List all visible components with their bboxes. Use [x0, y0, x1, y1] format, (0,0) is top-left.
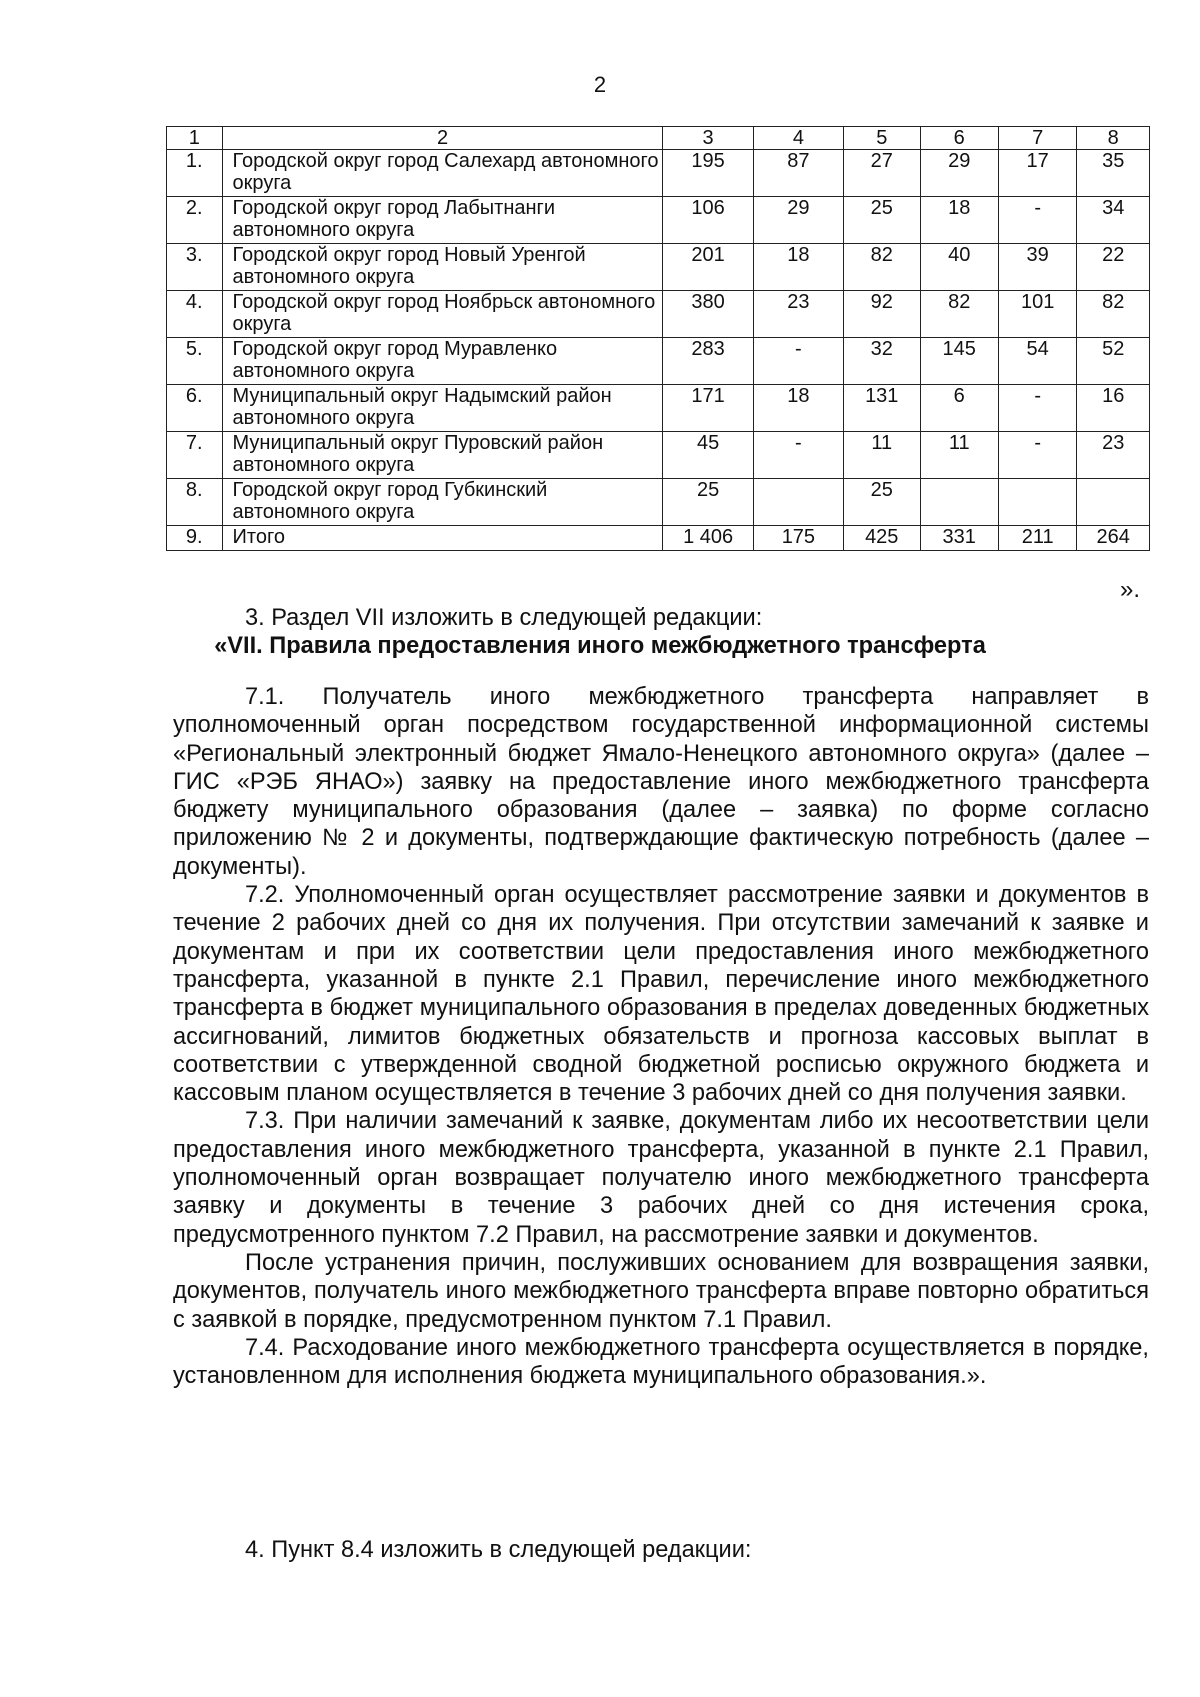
value-cell: 29 — [920, 150, 998, 197]
value-cell: 171 — [663, 385, 753, 432]
value-cell: 29 — [753, 197, 843, 244]
value-cell — [753, 479, 843, 526]
value-cell: 16 — [1077, 385, 1150, 432]
value-cell: - — [753, 338, 843, 385]
value-cell: 18 — [753, 385, 843, 432]
value-cell: 17 — [998, 150, 1076, 197]
table-row — [167, 197, 1150, 244]
value-cell: 283 — [663, 338, 753, 385]
value-cell — [998, 479, 1076, 526]
total-value: 175 — [753, 526, 843, 551]
value-cell: 25 — [844, 197, 920, 244]
row-number: 9. — [167, 526, 223, 551]
section-heading-text: «VII. Правила предоставления иного межбюджетного трансферта — [214, 633, 986, 659]
municipality-name: Городской округ город Новый Уренгой автономного округа — [222, 244, 663, 291]
value-cell: - — [998, 385, 1076, 432]
row-number: 2. — [167, 197, 223, 244]
municipality-name: Городской округ город Губкинский автономного округа — [222, 479, 663, 526]
value-cell: 18 — [753, 244, 843, 291]
total-value: 211 — [998, 526, 1076, 551]
column-number: 8 — [1077, 127, 1150, 150]
body-text — [173, 683, 1149, 1390]
value-cell: - — [753, 432, 843, 479]
paragraph-7-3-cont: После устранения причин, послуживших основанием для возвращения заявки, документов, получатель иного межбюджетного трансферта вправе повторно обратиться с заявкой в порядке, предусмотренном пунктом 7.1 Правил. — [173, 1249, 1149, 1333]
row-number: 8. — [167, 479, 223, 526]
value-cell: 145 — [920, 338, 998, 385]
value-cell: 52 — [1077, 338, 1150, 385]
value-cell: 34 — [1077, 197, 1150, 244]
row-number: 4. — [167, 291, 223, 338]
page-number: 2 — [593, 72, 607, 97]
total-value: 1 406 — [663, 526, 753, 551]
table-row — [167, 479, 1150, 526]
value-cell: 22 — [1077, 244, 1150, 291]
table-header-row — [167, 127, 1150, 150]
total-label: Итого — [222, 526, 663, 551]
column-number: 5 — [844, 127, 920, 150]
column-number: 2 — [222, 127, 663, 150]
table-row — [167, 385, 1150, 432]
value-cell: - — [998, 432, 1076, 479]
municipality-name: Муниципальный округ Пуровский район автономного округа — [222, 432, 663, 479]
value-cell — [920, 479, 998, 526]
allocation-table — [166, 126, 1150, 551]
section-heading — [0, 632, 1200, 660]
value-cell: 82 — [920, 291, 998, 338]
row-number: 3. — [167, 244, 223, 291]
section-4-intro: 4. Пункт 8.4 изложить в следующей редакции: — [245, 1537, 752, 1563]
column-number: 6 — [920, 127, 998, 150]
table-row — [167, 244, 1150, 291]
municipality-name: Городской округ город Лабытнанги автономного округа — [222, 197, 663, 244]
value-cell: 23 — [1077, 432, 1150, 479]
total-value: 331 — [920, 526, 998, 551]
value-cell: 380 — [663, 291, 753, 338]
row-number: 1. — [167, 150, 223, 197]
value-cell: 35 — [1077, 150, 1150, 197]
value-cell: - — [998, 197, 1076, 244]
municipality-name: Городской округ город Муравленко автономного округа — [222, 338, 663, 385]
value-cell: 25 — [663, 479, 753, 526]
value-cell: 54 — [998, 338, 1076, 385]
paragraph-7-3: 7.3. При наличии замечаний к заявке, документам либо их несоответствии цели предоставления иного межбюджетного трансферта, указанной в пункте 2.1 Правил, уполномоченный орган возвращает получателю иного межбюджетного трансферта заявку и документы в течение 3 рабочих дней со дня истечения срока, предусмотренного пунктом 7.2 Правил, на рассмотрение заявки и документов. — [173, 1108, 1149, 1248]
value-cell: 201 — [663, 244, 753, 291]
municipality-name: Городской округ город Салехард автономного округа — [222, 150, 663, 197]
value-cell: 82 — [844, 244, 920, 291]
value-cell: 40 — [920, 244, 998, 291]
closing-quote: ». — [1120, 576, 1141, 603]
total-value: 264 — [1077, 526, 1150, 551]
value-cell: 11 — [844, 432, 920, 479]
value-cell: 11 — [920, 432, 998, 479]
column-number: 7 — [998, 127, 1076, 150]
municipality-name: Муниципальный округ Надымский район автономного округа — [222, 385, 663, 432]
table-row — [167, 291, 1150, 338]
column-number: 3 — [663, 127, 753, 150]
value-cell: 92 — [844, 291, 920, 338]
value-cell: 131 — [844, 385, 920, 432]
table-row — [167, 150, 1150, 197]
value-cell — [1077, 479, 1150, 526]
value-cell: 106 — [663, 197, 753, 244]
value-cell: 25 — [844, 479, 920, 526]
paragraph-7-2: 7.2. Уполномоченный орган осуществляет рассмотрение заявки и документов в течение 2 рабочих дней со дня их получения. При отсутствии замечаний к заявке и документам и при их соответствии цели предоставления иного межбюджетного трансферта, указанной в пункте 2.1 Правил, перечисление иного межбюджетного трансферта в бюджет муниципального образования в пределах доведенных бюджетных ассигнований, лимитов бюджетных обязательств и прогноза кассовых выплат в соответствии с утвержденной сводной бюджетной росписью окружного бюджета и кассовым планом осуществляется в течение 3 рабочих дней со дня получения заявки. — [173, 882, 1149, 1107]
value-cell: 101 — [998, 291, 1076, 338]
row-number: 7. — [167, 432, 223, 479]
paragraph-7-1: 7.1. Получатель иного межбюджетного трансферта направляет в уполномоченный орган посредством государственной информационной системы «Региональный электронный бюджет Ямало-Ненецкого автономного округа» (далее – ГИС «РЭБ ЯНАО») заявку на предоставление иного межбюджетного трансферта бюджету муниципального образования (далее – заявка) по форме согласно приложению № 2 и документы, подтверждающие фактическую потребность (далее – документы). — [173, 684, 1149, 880]
table-row — [167, 432, 1150, 479]
value-cell: 45 — [663, 432, 753, 479]
municipality-name: Городской округ город Ноябрьск автономного округа — [222, 291, 663, 338]
value-cell: 82 — [1077, 291, 1150, 338]
section-3-intro: 3. Раздел VII изложить в следующей редакции: — [245, 605, 763, 631]
row-number: 5. — [167, 338, 223, 385]
column-number: 4 — [753, 127, 843, 150]
paragraph-7-4: 7.4. Расходование иного межбюджетного трансферта осуществляется в порядке, установленном для исполнения бюджета муниципального образования.». — [173, 1334, 1149, 1390]
table-total-row — [167, 526, 1150, 551]
value-cell: 18 — [920, 197, 998, 244]
total-value: 425 — [844, 526, 920, 551]
value-cell: 6 — [920, 385, 998, 432]
value-cell: 23 — [753, 291, 843, 338]
value-cell: 39 — [998, 244, 1076, 291]
table-row — [167, 338, 1150, 385]
value-cell: 32 — [844, 338, 920, 385]
column-number: 1 — [167, 127, 223, 150]
value-cell: 27 — [844, 150, 920, 197]
value-cell: 195 — [663, 150, 753, 197]
value-cell: 87 — [753, 150, 843, 197]
row-number: 6. — [167, 385, 223, 432]
